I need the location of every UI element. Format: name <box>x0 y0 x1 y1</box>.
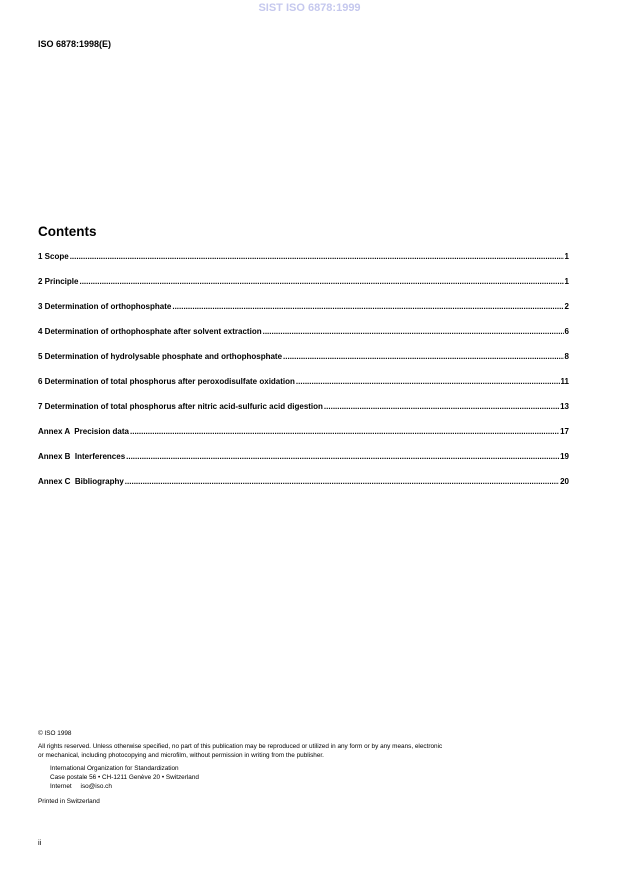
watermark: SIST ISO 6878:1999 <box>258 2 361 14</box>
toc-entry-title: Annex A Precision data <box>38 427 129 436</box>
organization: International Organization for Standardization <box>50 765 179 772</box>
toc-entry-page: 13 <box>560 402 569 411</box>
toc-entry-page: 6 <box>564 327 569 336</box>
page-number: ii <box>38 838 42 847</box>
toc-entry[interactable] <box>38 452 569 477</box>
toc-entry[interactable] <box>38 327 569 352</box>
toc-entry-page: 11 <box>560 377 569 386</box>
toc-entry-page: 20 <box>560 477 569 486</box>
leader-dots <box>126 452 559 461</box>
toc-entry-page: 17 <box>560 427 569 436</box>
toc-entry-page: 1 <box>564 277 569 286</box>
copyright: © ISO 1998 <box>38 730 72 737</box>
rights-line-2: or mechanical, including photocopying and microfilm, without permission in writing from the publisher. <box>38 752 324 759</box>
leader-dots <box>296 377 560 386</box>
toc-entry[interactable] <box>38 352 569 377</box>
printed-in: Printed in Switzerland <box>38 798 100 805</box>
contents-title: Contents <box>38 224 97 239</box>
leader-dots <box>130 427 559 436</box>
toc-entry[interactable] <box>38 477 569 502</box>
rights-line-1: All rights reserved. Unless otherwise specified, no part of this publication may be reproduced or utilized in any form or by any means, electronic <box>38 743 443 750</box>
leader-dots <box>70 252 564 261</box>
toc-entry-page: 8 <box>564 352 569 361</box>
leader-dots <box>172 302 563 311</box>
leader-dots <box>125 477 559 486</box>
toc-entry[interactable] <box>38 402 569 427</box>
toc-entry-page: 2 <box>564 302 569 311</box>
toc-entry-title: 3 Determination of orthophosphate <box>38 302 172 311</box>
internet: Internet iso@iso.ch <box>50 783 112 790</box>
document-header: ISO 6878:1998(E) <box>38 39 112 49</box>
toc-entry[interactable] <box>38 252 569 277</box>
toc-entry-page: 19 <box>560 452 569 461</box>
leader-dots <box>324 402 559 411</box>
leader-dots <box>79 277 563 286</box>
leader-dots <box>283 352 564 361</box>
toc-entry-title: 4 Determination of orthophosphate after solvent extraction <box>38 327 262 336</box>
leader-dots <box>263 327 564 336</box>
toc-entry-page: 1 <box>564 252 569 261</box>
toc-entry[interactable] <box>38 277 569 302</box>
toc-entry[interactable] <box>38 302 569 327</box>
toc-entry-title: 1 Scope <box>38 252 69 261</box>
table-of-contents <box>38 252 569 502</box>
toc-entry-title: 6 Determination of total phosphorus after peroxodisulfate oxidation <box>38 377 295 386</box>
address: Case postale 56 • CH-1211 Genève 20 • Switzerland <box>50 774 199 781</box>
toc-entry-title: Annex C Bibliography <box>38 477 124 486</box>
toc-entry[interactable] <box>38 377 569 402</box>
toc-entry-title: 5 Determination of hydrolysable phosphate and orthophosphate <box>38 352 283 361</box>
toc-entry-title: 7 Determination of total phosphorus after nitric acid-sulfuric acid digestion <box>38 402 323 411</box>
toc-entry-title: 2 Principle <box>38 277 79 286</box>
toc-entry[interactable] <box>38 427 569 452</box>
toc-entry-title: Annex B Interferences <box>38 452 126 461</box>
